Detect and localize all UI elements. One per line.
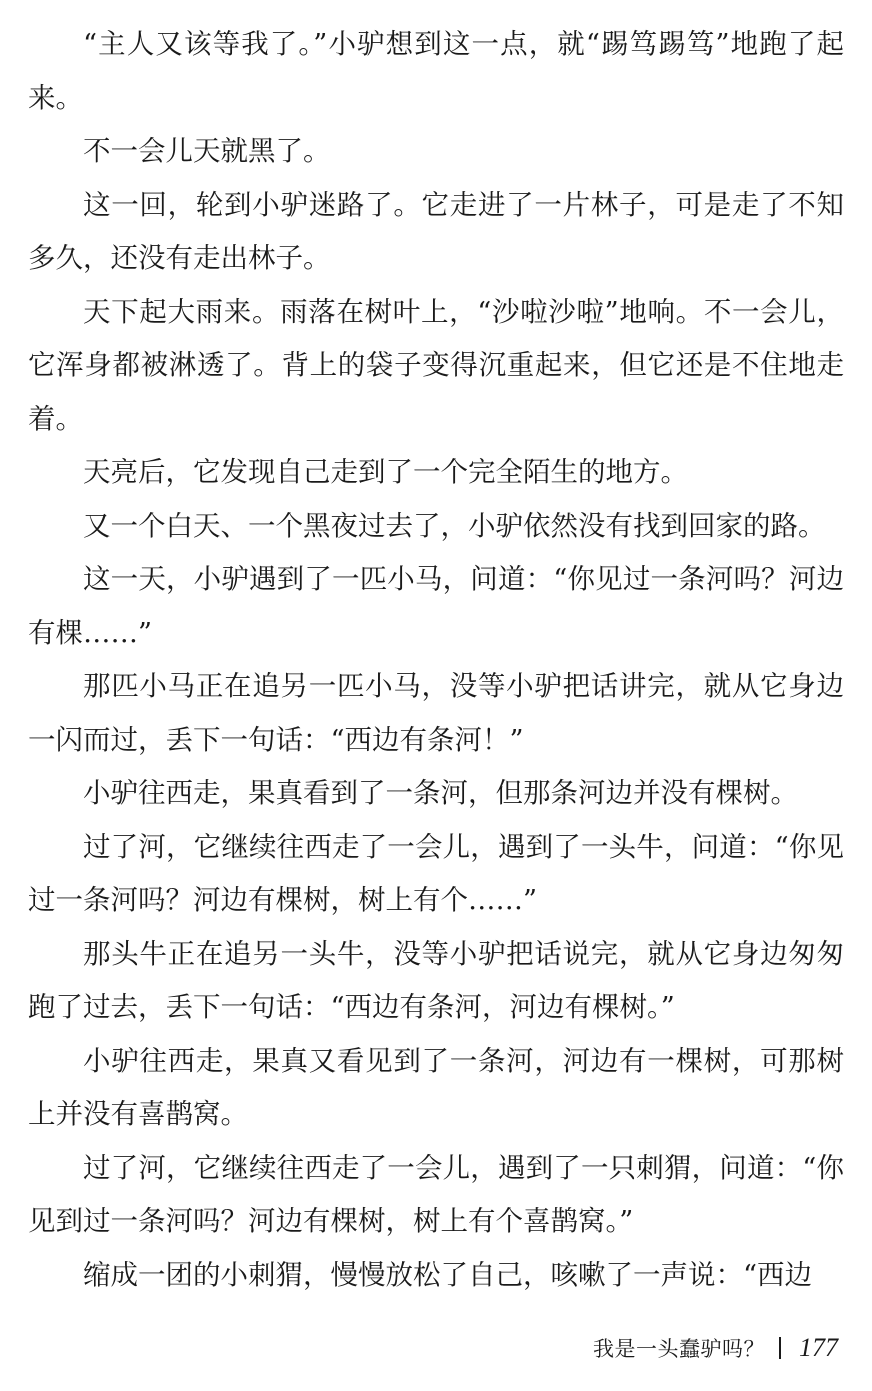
- paragraph: 过了河，它继续往西走了一会儿，遇到了一只刺猬，问道：“你见到过一条河吗？河边有棵树，树上有个喜鹊窝。”: [28, 1151, 844, 1237]
- page-footer: [593, 1330, 838, 1366]
- page-number: 177: [799, 1333, 838, 1362]
- paragraph: 这一回，轮到小驴迷路了。它走进了一片林子，可是走了不知多久，还没有走出林子。: [28, 188, 844, 274]
- paragraph: 小驴往西走，果真又看见到了一条河，河边有一棵树，可那树上并没有喜鹊窝。: [28, 1044, 844, 1130]
- paragraph: 过了河，它继续往西走了一会儿，遇到了一头牛，问道：“你见过一条河吗？河边有棵树，树上有个……”: [28, 830, 844, 916]
- paragraph: 这一天，小驴遇到了一匹小马，问道：“你见过一条河吗？河边有棵……”: [28, 563, 844, 649]
- page-body: [28, 18, 844, 1302]
- paragraph: 天下起大雨来。雨落在树叶上，“沙啦沙啦”地响。不一会儿，它浑身都被淋透了。背上的袋子变得沉重起来，但它还是不住地走着。: [28, 295, 844, 435]
- footer-divider: [779, 1337, 781, 1359]
- paragraph: 小驴往西走，果真看到了一条河，但那条河边并没有棵树。: [83, 777, 798, 809]
- paragraph: 不一会儿天就黑了。: [83, 135, 331, 167]
- paragraph: “主人又该等我了。”小驴想到这一点，就“踢笃踢笃”地跑了起来。: [28, 28, 844, 114]
- paragraph: 缩成一团的小刺猬，慢慢放松了自己，咳嗽了一声说：“西边: [83, 1258, 813, 1291]
- paragraph: 那匹小马正在追另一匹小马，没等小驴把话讲完，就从它身边一闪而过，丢下一句话：“西边有条河！”: [28, 670, 844, 756]
- paragraph: 天亮后，它发现自己走到了一个完全陌生的地方。: [83, 456, 688, 488]
- running-title: 我是一头蠢驴吗？: [593, 1337, 765, 1361]
- paragraph: 那头牛正在追另一头牛，没等小驴把话说完，就从它身边匆匆跑了过去，丢下一句话：“西边有条河，河边有棵树。”: [28, 937, 844, 1023]
- paragraph: 又一个白天、一个黑夜过去了，小驴依然没有找到回家的路。: [83, 509, 826, 542]
